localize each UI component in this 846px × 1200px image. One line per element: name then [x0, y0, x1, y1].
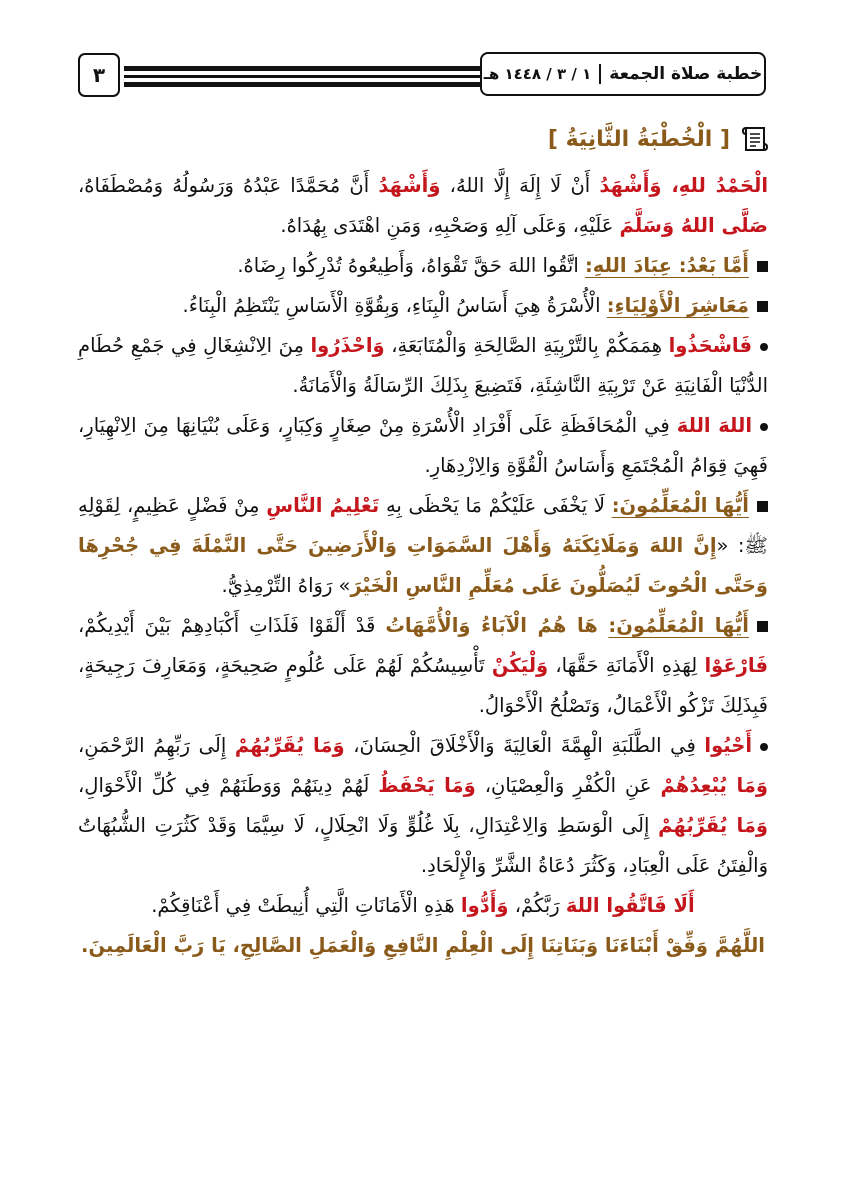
- text: لَا يَخْفَى عَلَيْكُمْ مَا يَحْظَى بِهِ: [379, 494, 612, 517]
- address-phrase: مَعَاشِرَ الْأَوْلِيَاءِ:: [606, 294, 749, 317]
- paragraph-amma-bad: [78, 246, 768, 286]
- dot-bullet-icon: [760, 743, 768, 751]
- section-title: [ الْخُطْبَةُ الثَّانِيَةُ ]: [547, 126, 730, 152]
- paragraph-praise: [78, 166, 768, 246]
- header-rule: [124, 66, 482, 87]
- paragraph-upbringing: [78, 326, 768, 406]
- emphasis: وَاحْذَرُوا: [310, 334, 385, 357]
- text: قَدْ أَلْقَوْا فَلَذَاتِ أَكْبَادِهِمْ بَيْنَ أَيْدِيكُمْ،: [78, 614, 386, 637]
- text: الْأُسْرَةُ هِيَ أَسَاسُ الْبِنَاءِ، وَبِقُوَّةِ الْأَسَاسِ يَنْتَظِمُ الْبِنَاءُ.: [182, 294, 607, 317]
- emphasis: وَأَدُّوا: [460, 894, 509, 917]
- emphasis: فَارْعَوْا: [704, 654, 768, 677]
- header-date: ١ / ٣ / ١٤٤٨ هـ: [483, 65, 592, 83]
- text: فِي الطَّلَبَةِ الْهِمَّةَ الْعَالِيَةَ وَالْأَخْلَاقَ الْحِسَانَ،: [344, 734, 705, 757]
- testimony-phrase: وَأَشْهَدُ: [378, 174, 441, 197]
- text: أَنَّ مُحَمَّدًا عَبْدُهُ وَرَسُولُهُ وَمُصْطَفَاهُ،: [78, 174, 379, 197]
- square-bullet-icon: [757, 261, 768, 272]
- square-bullet-icon: [757, 621, 768, 632]
- paragraph-students: [78, 726, 768, 886]
- text: مِنْ فَضْلٍ عَظِيمٍ، لِقَوْلِهِ ﷺ: «: [78, 494, 768, 557]
- address-phrase: أَيُّهَا الْمُعَلِّمُونَ:: [611, 494, 749, 517]
- sermon-body: [78, 166, 768, 966]
- emphasis: وَمَا يُبْعِدُهُمْ: [660, 774, 768, 797]
- paragraph-teachers-2: [78, 606, 768, 726]
- address-phrase: أَيُّهَا الْمُعَلِّمُونَ:: [608, 614, 749, 637]
- header-title: خطبة صلاة الجمعة: [609, 64, 763, 84]
- text: إِلَى الْوَسَطِ وَالِاعْتِدَالِ، بِلَا غُلُوٍّ وَلَا انْحِلَالٍ، لَا سِيَّمَا وَقَدْ كَثُرَتِ الشُّبُهَاتُ وَالْفِتَنُ عَلَى الْعِبَادِ، وَكَثُرَ دُعَاةُ الشَّرِّ وَالْإِلْحَادِ.: [78, 814, 768, 877]
- emphasis: هَا هُمُ الْآبَاءُ وَالْأُمَّهَاتُ: [385, 614, 609, 637]
- text: عَلَيْهِ، وَعَلَى آلِهِ وَصَحْبِهِ، وَمَنِ اهْتَدَى بِهُدَاهُ.: [280, 214, 620, 237]
- text: » رَوَاهُ التِّرْمِذِيُّ.: [221, 574, 351, 597]
- emphasis: أَلَا فَاتَّقُوا اللهَ: [565, 894, 695, 917]
- text: تَأْسِيسُكُمْ لَهُمْ عَلَى عُلُومٍ صَحِيحَةٍ، وَمَعَارِفَ رَجِيحَةٍ، فَبِذَلِكَ تَزْكُو الْأَعْمَالُ، وَتَصْلُحُ الْأَحْوَالُ.: [78, 654, 768, 717]
- paragraph-teachers-1: [78, 486, 768, 606]
- emphasis: أَحْيُوا: [704, 734, 752, 757]
- emphasis: فَاشْحَذُوا: [668, 334, 752, 357]
- dot-bullet-icon: [760, 343, 768, 351]
- text: اتَّقُوا اللهَ حَقَّ تَقْوَاهُ، وَأَطِيعُوهُ تُدْرِكُوا رِضَاهُ.: [237, 254, 585, 277]
- header-separator: [599, 64, 601, 84]
- emphasis: وَمَا يُقَرِّبُهُمْ: [234, 734, 345, 757]
- supplication-text: اللَّهُمَّ وَفِّقْ أَبْنَاءَنَا وَبَنَاتِنَا إِلَى الْعِلْمِ النَّافِعِ وَالْعَمَلِ الصَّالِحِ، يَا رَبَّ الْعَالَمِينَ.: [81, 934, 765, 957]
- address-phrase: أَمَّا بَعْدُ: عِبَادَ اللهِ:: [584, 254, 749, 277]
- text: إِلَى رَبِّهِمُ الرَّحْمَنِ،: [78, 734, 235, 757]
- paragraph-supplication: [78, 926, 768, 966]
- square-bullet-icon: [757, 501, 768, 512]
- text: هِمَمَكُمْ بِالتَّرْبِيَةِ الصَّالِحَةِ وَالْمُتَابَعَةِ،: [384, 334, 669, 357]
- text: لَهُمْ دِينَهُمْ وَوَطَنَهُمْ فِي كُلِّ الْأَحْوَالِ،: [78, 774, 379, 797]
- header-title-box: [480, 52, 766, 96]
- text: هَذِهِ الْأَمَانَاتِ الَّتِي أُنِيطَتْ فِي أَعْنَاقِكُمْ.: [151, 894, 461, 917]
- text: عَنِ الْكُفْرِ وَالْعِصْيَانِ،: [475, 774, 661, 797]
- scroll-icon: [740, 124, 770, 154]
- text: مِنَ الِانْشِغَالِ فِي جَمْعِ حُطَامِ الدُّنْيَا الْفَانِيَةِ عَنْ تَرْبِيَةِ النَّاشِئَةِ، فَتَضِيعَ بِذَلِكَ الرِّسَالَةُ وَالْأَمَانَةُ.: [78, 334, 768, 397]
- emphasis: وَمَا يُقَرِّبُهُمْ: [658, 814, 769, 837]
- emphasis: وَلْيَكُنْ: [491, 654, 549, 677]
- text: أَنْ لَا إِلَهَ إِلَّا اللهُ،: [440, 174, 600, 197]
- text: فِي الْمُحَافَظَةِ عَلَى أَفْرَادِ الْأُسْرَةِ مِنْ صِغَارٍ وَكِبَارٍ، وَعَلَى بُنْيَانِهَا مِنَ الِانْهِيَارِ، فَهِيَ قِوَامُ الْمُجْتَمَعِ وَأَسَاسُ الْقُوَّةِ وَالِازْدِهَارِ.: [78, 414, 768, 477]
- hadith-quote: إِنَّ اللهَ وَمَلَائِكَتَهُ وَأَهْلَ السَّمَوَاتِ وَالْأَرَضِينَ حَتَّى النَّمْلَةَ فِي جُحْرِهَا وَحَتَّى الْحُوتَ لَيُصَلُّونَ عَلَى مُعَلِّمِ النَّاسِ الْخَيْرَ: [78, 534, 768, 597]
- paragraph-guardians: [78, 286, 768, 326]
- emphasis: اللهَ اللهَ: [676, 414, 753, 437]
- text: لِهَذِهِ الْأَمَانَةِ حَقَّهَا،: [548, 654, 705, 677]
- emphasis: تَعْلِيمُ النَّاسِ: [266, 494, 380, 517]
- salutation-phrase: صَلَّى اللهُ وَسَلَّمَ: [619, 214, 768, 237]
- emphasis: وَمَا يَحْفَظُ: [378, 774, 476, 797]
- dot-bullet-icon: [760, 423, 768, 431]
- paragraph-closing: [78, 886, 768, 926]
- praise-phrase: الْحَمْدُ للهِ، وَأَشْهَدُ: [599, 174, 769, 197]
- paragraph-family: [78, 406, 768, 486]
- text: رَبَّكُمْ،: [508, 894, 566, 917]
- section-heading: [548, 124, 770, 154]
- square-bullet-icon: [757, 301, 768, 312]
- page-number: ٣: [78, 53, 120, 97]
